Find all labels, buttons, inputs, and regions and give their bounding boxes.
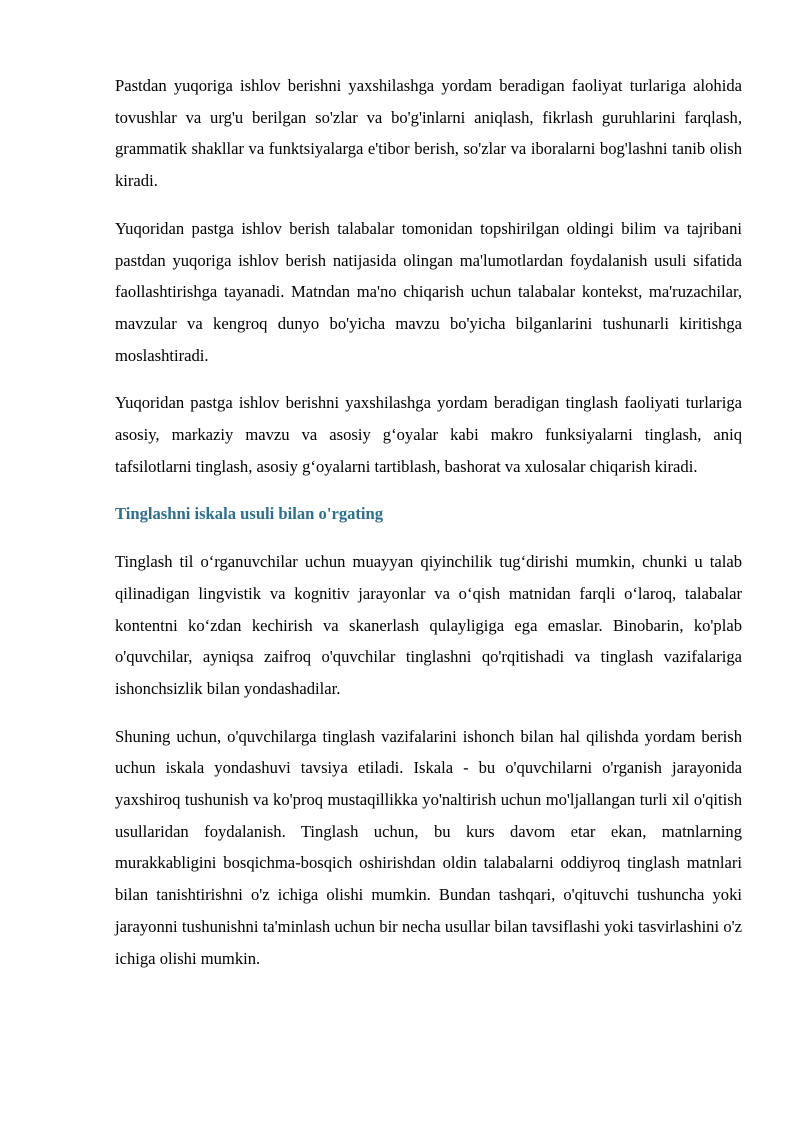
paragraph-top-down-activities: Yuqoridan pastga ishlov berishni yaxshilashga yordam beradigan tinglash faoliyati turlariga asosiy, markaziy mavzu va asosiy g‘oyalar kabi makro funksiyalarni tinglash, aniq tafsilotlarni tinglash, asosiy g‘oyalarni tartiblash, bashorat va xulosalar chiqarish kiradi. [115,393,742,476]
section-heading: Tinglashni iskala usuli bilan o'rgating [115,504,384,524]
document-page [115,70,742,990]
paragraph-listening-difficulty: Tinglash til o‘rganuvchilar uchun muayyan qiyinchilik tug‘dirishi mumkin, chunki u talab qilinadigan lingvistik va kognitiv jarayonlar va o‘qish matnidan farqli o‘laroq, talabalar kontentni ko‘zdan kechirish va skanerlash qulayligiga ega emaslar. Binobarin, ko'plab o'quvchilar, ayniqsa zaifroq o'quvchilar tinglashni qo'rqitishadi va tinglash vazifalariga ishonchsizlik bilan yondashadilar. [115,552,742,698]
paragraph-top-down-processing: Yuqoridan pastga ishlov berish talabalar tomonidan topshirilgan oldingi bilim va tajribani pastdan yuqoriga ishlov berish natijasida olingan ma'lumotlardan foydalanish usuli sifatida faollashtirishga tayanadi. Matndan ma'no chiqarish uchun talabalar kontekst, ma'ruzachilar, mavzular va kengroq dunyo bo'yicha mavzu bo'yicha bilganlarini tushunarli kiritishga moslashtiradi. [115,218,742,365]
paragraph-bottom-up-activities: Pastdan yuqoriga ishlov berishni yaxshilashga yordam beradigan faoliyat turlariga alohida tovushlar va urg'u berilgan so'zlar va bo'g'inlarni aniqlash, fikrlash guruhlarini farqlash, grammatik shakllar va funktsiyalarga e'tibor berish, so'zlar va iboralarni bog'lashni tanib olish kiradi. [115,76,742,191]
paragraph-scaffolding-approach: Shuning uchun, o'quvchilarga tinglash vazifalarini ishonch bilan hal qilishda yordam berish uchun iskala yondashuvi tavsiya etiladi. Iskala - bu o'quvchilarni o'rganish jarayonida yaxshiroq tushunish va ko'proq mustaqillikka yo'naltirish uchun mo'ljallangan turli xil o'qitish usullaridan foydalanish. Tinglash uchun, bu kurs davom etar ekan, matnlarning murakkabligini bosqichma-bosqich oshirishdan oldin talabalarni oddiyroq tinglash matnlari bilan tanishtirishni o'z ichiga olishi mumkin. Bundan tashqari, o'qituvchi tushuncha yoki jarayonni tushunishni ta'minlash uchun bir necha usullar bilan tavsiflashi yoki tasvirlashini o'z ichiga olishi mumkin. [115,726,742,968]
